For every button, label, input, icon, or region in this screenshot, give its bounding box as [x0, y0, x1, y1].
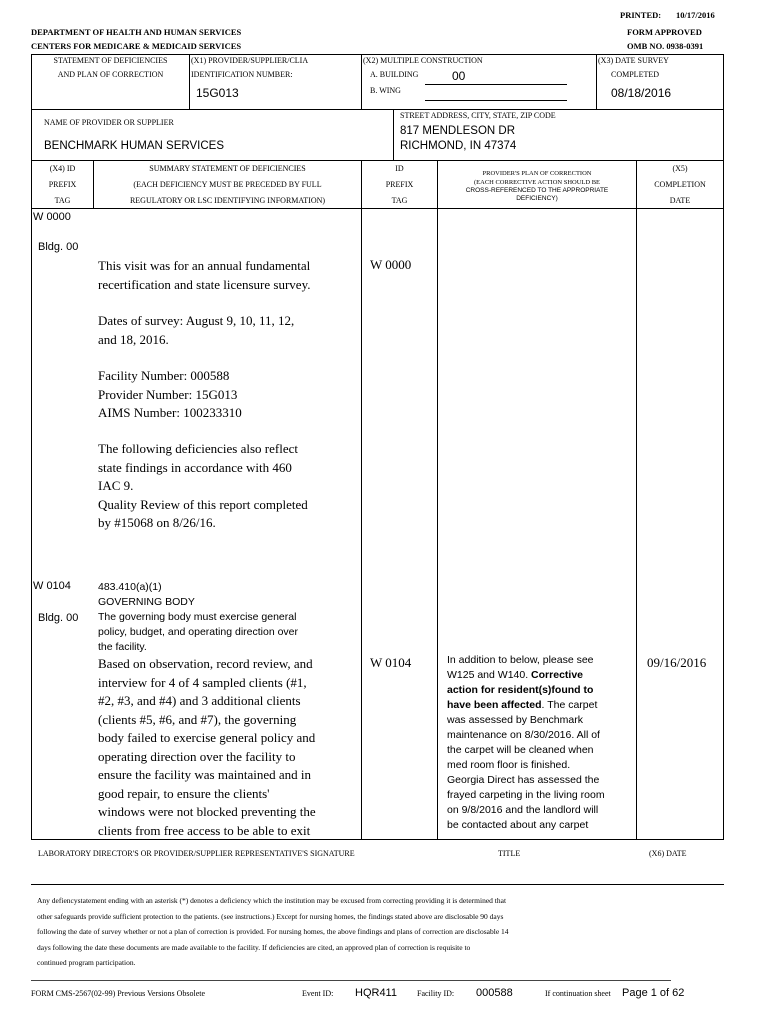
continuation-label: If continuation sheet	[545, 989, 611, 998]
plan-text: maintenance on 8/30/2016. All of	[447, 729, 600, 741]
tag-w0104: W 0104	[33, 580, 71, 592]
text-line: clients from free access to be able to exit	[98, 822, 311, 838]
text-line: The governing body must exercise general	[98, 611, 297, 623]
x3-label-line1: (X3) DATE SURVEY	[598, 56, 669, 65]
building-label: A. BUILDING	[370, 70, 419, 79]
facility-id-label: Facility ID:	[417, 989, 455, 998]
text-line: operating direction over the facility to	[98, 748, 296, 764]
plan-line	[447, 803, 605, 818]
state-findings-paragraph	[98, 440, 308, 533]
plan-text: be contacted about any carpet	[447, 819, 589, 831]
event-id-label: Event ID:	[302, 989, 334, 998]
tag-w0000: W 0000	[33, 211, 71, 223]
address-label: STREET ADDRESS, CITY, STATE, ZIP CODE	[400, 111, 556, 120]
text-line: Provider Number: 15G013	[98, 386, 238, 402]
text-line: state findings in accordance with 460	[98, 459, 292, 475]
building-value: 00	[452, 69, 466, 83]
id-header-line3: TAG	[391, 196, 408, 205]
statement-label-line1: STATEMENT OF DEFICIENCIES	[53, 56, 168, 65]
x4-header-line2: PREFIX	[48, 180, 77, 189]
provider-number-value: 15G013	[196, 86, 239, 100]
text-line: Based on observation, record review, and	[98, 656, 313, 671]
text-line: AIMS Number: 100233310	[98, 405, 242, 420]
address-line1: 817 MENDLESON DR	[400, 125, 516, 137]
plan-line	[447, 788, 605, 803]
department-title: DEPARTMENT OF HEALTH AND HUMAN SERVICES	[31, 27, 242, 37]
plan-of-correction	[447, 653, 605, 833]
disclaimer-line: following the date of survey whether or not a plan of correction is provided. For nursing homes, the above findings and plans of correction are disclosable 14	[37, 927, 509, 936]
plan-line	[447, 668, 605, 683]
plan-text: frayed carpeting in the living room	[447, 789, 605, 801]
completion-date: 09/16/2016	[647, 655, 707, 670]
x5-header-line2: COMPLETION	[654, 180, 706, 189]
event-id-value: HQR411	[355, 987, 397, 999]
disclaimer-line: other safeguards provide sufficient protection to the patients. (see instructions.) Except for nursing homes, the findings stated above are disclosable 90 days	[37, 911, 504, 921]
x4-header-line1: (X4) ID	[49, 164, 76, 173]
facility-id-value: 000588	[476, 987, 513, 999]
text-line: body failed to exercise general policy and	[98, 730, 316, 745]
survey-date-value: 08/18/2016	[611, 86, 672, 100]
form-approved: FORM APPROVED	[627, 27, 702, 37]
plan-line	[447, 698, 605, 713]
plan-text: In addition to below, please see	[447, 654, 594, 666]
regulation-title: GOVERNING BODY	[98, 596, 195, 608]
text-line: The following deficiencies also reflect	[98, 441, 298, 456]
centers-title: CENTERS FOR MEDICARE & MEDICAID SERVICES	[31, 41, 242, 51]
text-line: and 18, 2016.	[98, 331, 169, 347]
id-header-line2: PREFIX	[385, 180, 414, 189]
plan-line	[447, 818, 605, 833]
text-line: Facility Number: 000588	[98, 368, 230, 383]
bldg-label-2: Bldg. 00	[38, 612, 79, 624]
printed-label: PRINTED:	[620, 10, 662, 20]
form-number: FORM CMS-2567(02-99) Previous Versions Obsolete	[31, 989, 206, 998]
plan-text: W125 and W140.	[447, 669, 529, 681]
title-label: TITLE	[498, 849, 521, 858]
plan-text: med room floor is finished.	[447, 759, 571, 771]
plan-line	[447, 683, 605, 698]
plan-line	[447, 653, 605, 668]
x6-date-label: (X6) DATE	[649, 849, 687, 858]
plan-text: on 9/8/2016 and the landlord will	[447, 804, 599, 816]
text-line: interview for 4 of 4 sampled clients (#1,	[98, 674, 307, 690]
regulation-block	[98, 580, 298, 655]
plan-line	[447, 728, 605, 743]
plan-text: have been affected	[447, 699, 542, 711]
plan-text: the carpet will be cleaned when	[447, 744, 594, 756]
plan-line	[447, 773, 605, 788]
address-line2: RICHMOND, IN 47374	[400, 140, 517, 152]
statement-label-line2: AND PLAN OF CORRECTION	[57, 70, 164, 79]
plan-header-line2: (EACH CORRECTIVE ACTION SHOULD BE	[473, 179, 601, 186]
text-line: #2, #3, and #4) and 3 additional clients	[98, 693, 301, 708]
x5-header-line3: DATE	[669, 196, 691, 205]
page-number: Page 1 of 62	[622, 987, 685, 999]
text-line: (clients #5, #6, and #7), the governing	[98, 711, 297, 727]
provider-name-value: BENCHMARK HUMAN SERVICES	[44, 140, 224, 152]
plan-header-line1: PROVIDER'S PLAN OF CORRECTION	[482, 170, 592, 177]
id-header-line1: ID	[395, 164, 404, 173]
x3-label-line2: COMPLETED	[611, 70, 659, 79]
omb-number: OMB NO. 0938-0391	[627, 41, 704, 51]
text-line: the facility.	[98, 641, 147, 653]
x1-label-line2: IDENTIFICATION NUMBER:	[191, 70, 293, 79]
plan-line	[447, 743, 605, 758]
printed-date: 10/17/2016	[676, 10, 715, 20]
summary-header-line2: (EACH DEFICIENCY MUST BE PRECEDED BY FULL	[133, 180, 322, 189]
text-line: policy, budget, and operating direction over	[98, 626, 299, 638]
right-tag-w0104: W 0104	[370, 655, 412, 670]
x1-label-line1: (X1) PROVIDER/SUPPLIER/CLIA	[191, 56, 309, 65]
summary-header-line3: REGULATORY OR LSC IDENTIFYING INFORMATION)	[129, 196, 326, 205]
text-line: good repair, to ensure the clients'	[98, 785, 270, 801]
x4-header-line3: TAG	[54, 196, 71, 205]
text-line: This visit was for an annual fundamental	[98, 258, 311, 273]
plan-header-line4: DEFICIENCY)	[516, 195, 558, 202]
text-line: ensure the facility was maintained and in	[98, 767, 311, 782]
plan-text: action for resident(s)found to	[447, 684, 594, 696]
regulation-citation: 483.410(a)(1)	[98, 581, 162, 593]
facility-numbers-paragraph	[98, 367, 242, 423]
plan-text: Georgia Direct has assessed the	[447, 774, 600, 786]
x2-label: (X2) MULTIPLE CONSTRUCTION	[363, 56, 483, 65]
plan-line	[447, 758, 605, 773]
disclaimer-line: continued program participation.	[37, 958, 136, 967]
intro-paragraph	[98, 257, 310, 294]
right-tag-w0000: W 0000	[370, 257, 412, 272]
plan-text: was assessed by Benchmark	[447, 714, 583, 726]
x5-header-line1: (X5)	[672, 164, 688, 173]
summary-header-line1: SUMMARY STATEMENT OF DEFICIENCIES	[149, 164, 306, 173]
provider-name-label: NAME OF PROVIDER OR SUPPLIER	[44, 118, 174, 127]
text-line: recertification and state licensure survey.	[98, 276, 311, 292]
text-line: Dates of survey: August 9, 10, 11, 12,	[98, 313, 295, 328]
disclaimer-line: days following the date these documents are made available to the facility. If deficiencies are cited, an approved plan of correction is requisite to	[37, 942, 471, 952]
text-line: by #15068 on 8/26/16.	[98, 515, 216, 530]
finding-paragraph	[98, 655, 316, 840]
disclaimer	[37, 893, 509, 971]
plan-header-line3: CROSS-REFERENCED TO THE APPROPRIATE	[465, 187, 609, 194]
disclaimer-line: Any defiencystatement ending with an asterisk (*) denotes a deficiency which the institution may be excused from correcting providing it is determined that	[37, 896, 507, 905]
signature-label: LABORATORY DIRECTOR'S OR PROVIDER/SUPPLIER REPRESENTATIVE'S SIGNATURE	[38, 849, 355, 858]
plan-line	[447, 713, 605, 728]
bldg-label-1: Bldg. 00	[38, 241, 79, 253]
plan-text: . The carpet	[541, 699, 598, 711]
wing-label: B. WING	[370, 86, 401, 95]
survey-dates-paragraph	[98, 312, 294, 349]
text-line: Quality Review of this report completed	[98, 496, 308, 512]
text-line: IAC 9.	[98, 478, 134, 493]
text-line: windows were not blocked preventing the	[98, 804, 316, 819]
plan-text: Corrective	[528, 669, 583, 681]
